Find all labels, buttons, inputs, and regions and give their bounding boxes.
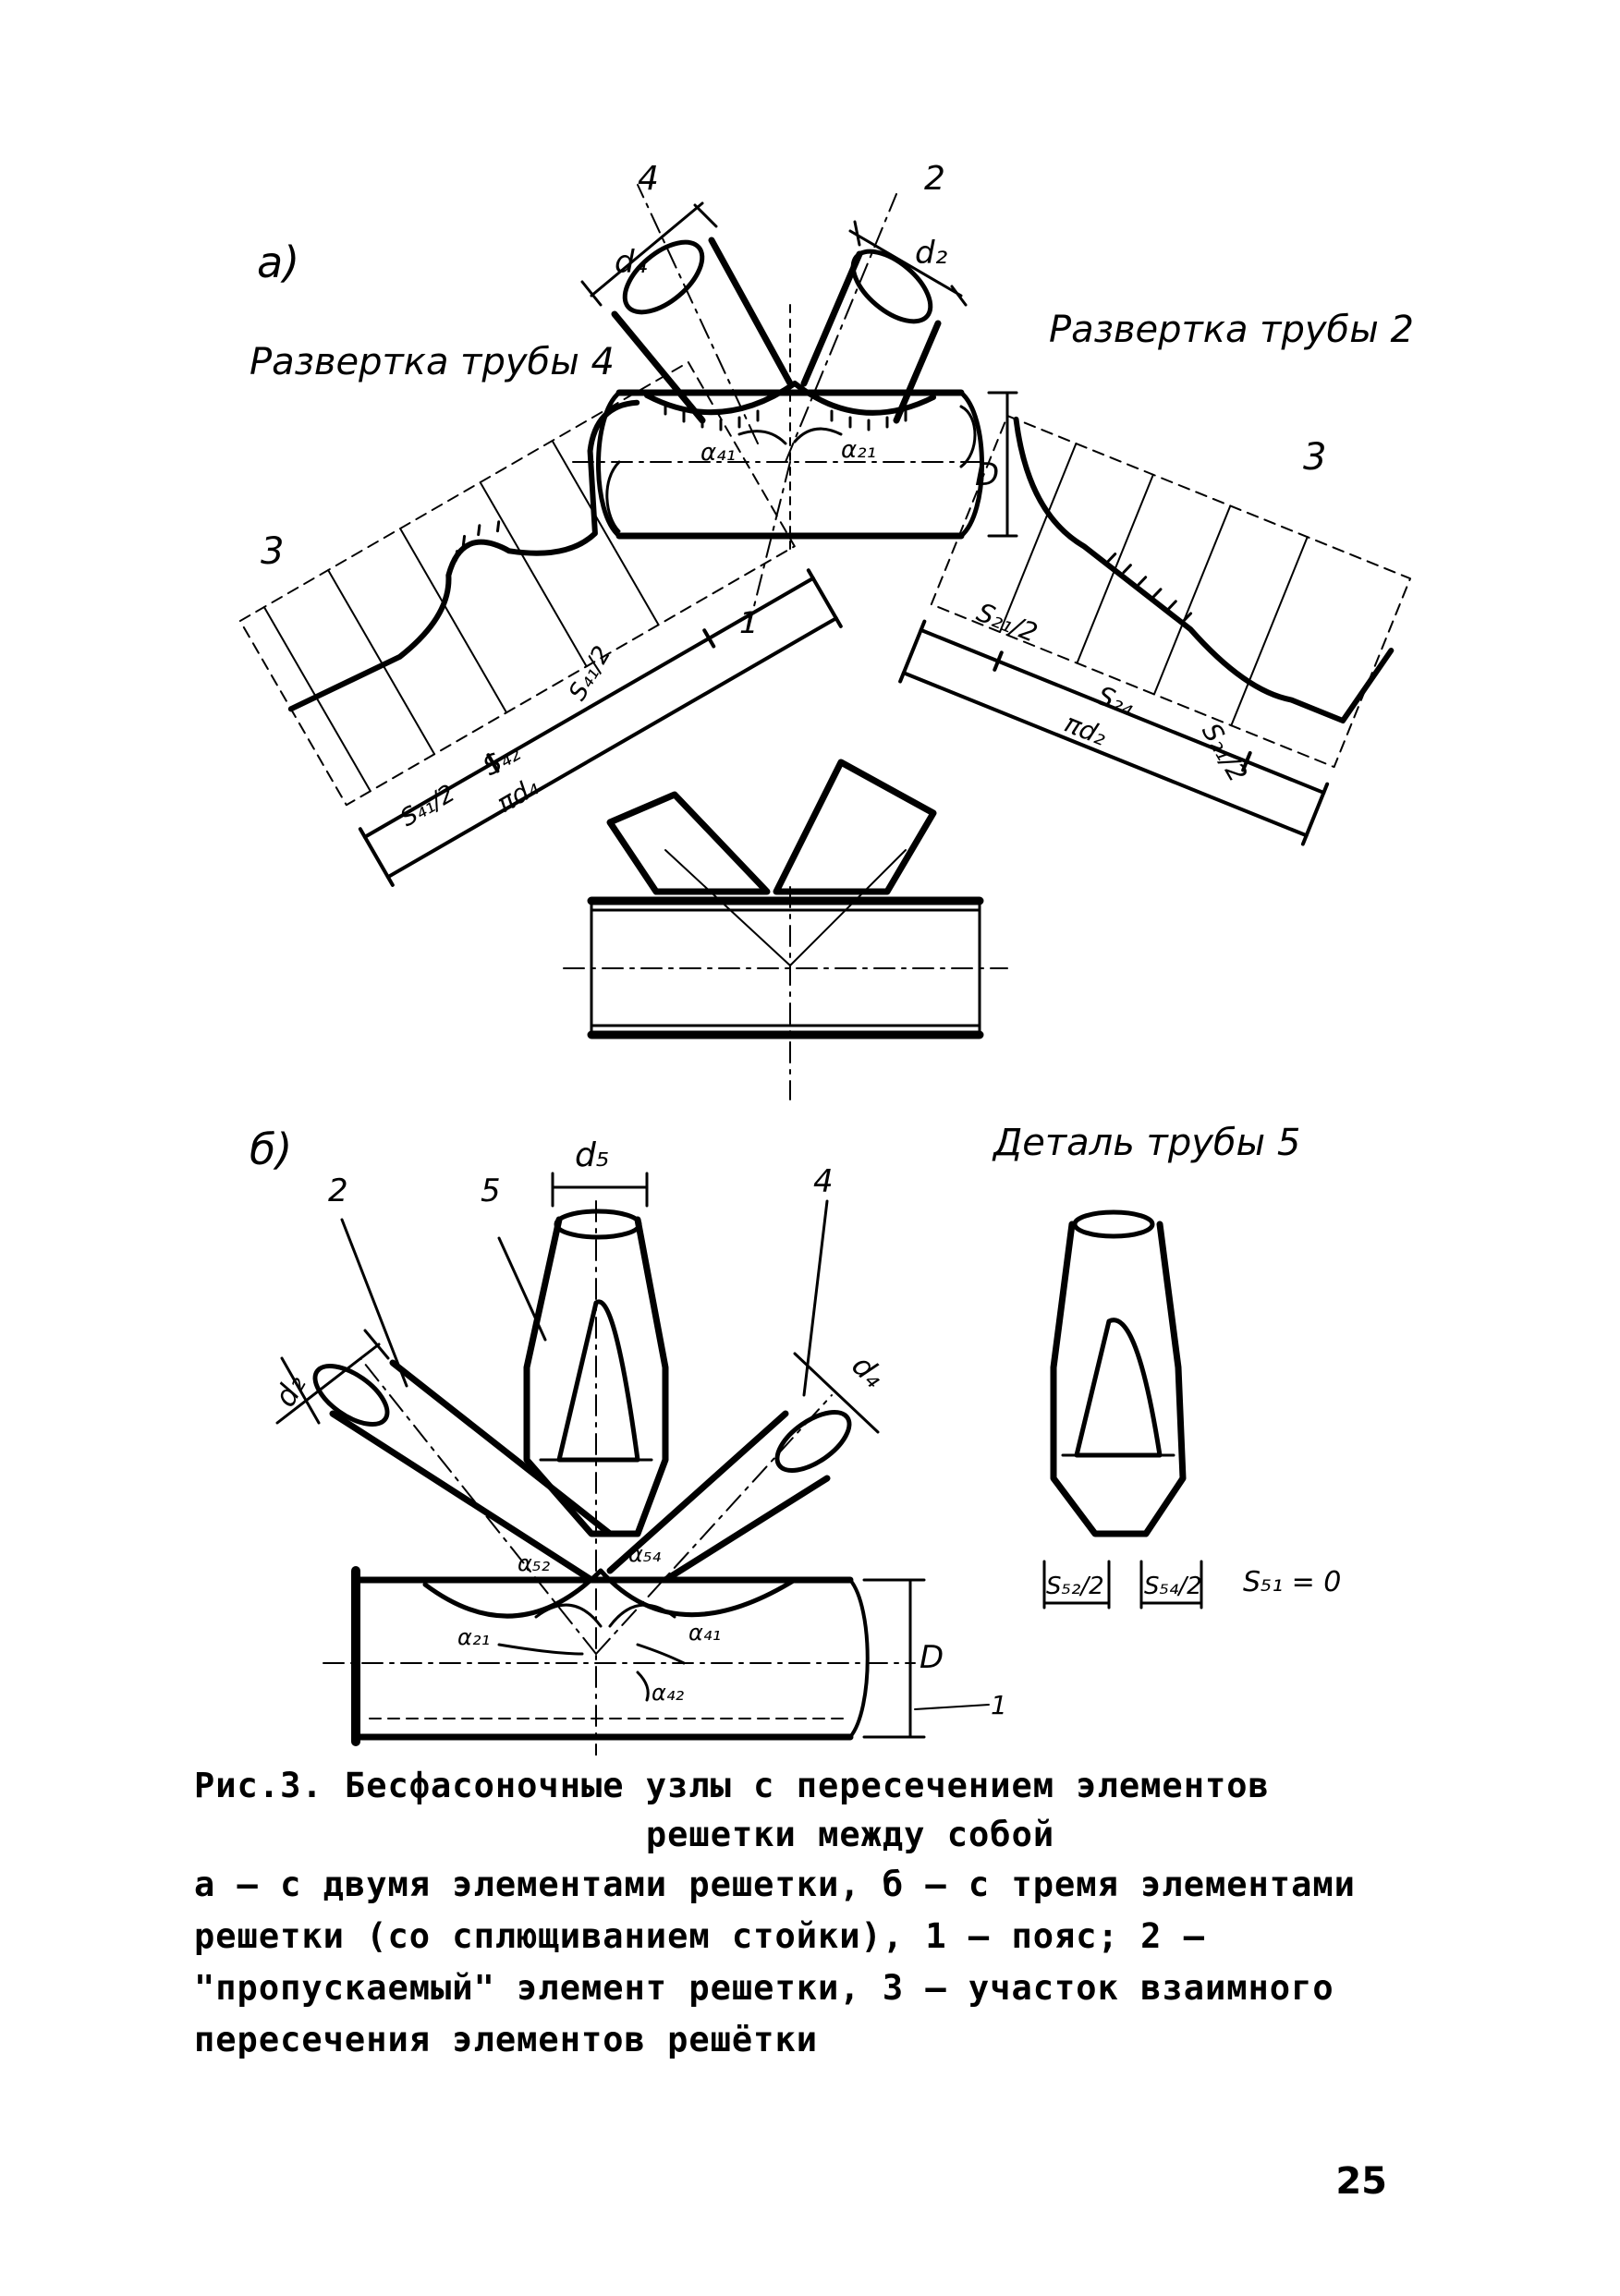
label-zone-right: 3 xyxy=(1303,436,1327,479)
label-d5: d₅ xyxy=(575,1136,610,1174)
development-left-title: Развертка трубы 4 xyxy=(250,341,615,383)
part-a-marker: а) xyxy=(257,237,300,287)
label-pi-d4: πd₄ xyxy=(492,771,544,820)
label-b-d4: d₄ xyxy=(845,1347,892,1395)
label-alpha52: α₅₂ xyxy=(518,1550,551,1576)
development-right-title: Развертка трубы 2 xyxy=(1049,309,1414,351)
label-b-tube-2: 2 xyxy=(328,1172,348,1209)
label-b-tube-5: 5 xyxy=(481,1172,501,1209)
label-zone-left: 3 xyxy=(261,530,285,573)
label-chord-a: 1 xyxy=(739,605,759,640)
label-b-alpha21: α₂₁ xyxy=(457,1624,491,1650)
label-s21-half-right: S₂₁/2 xyxy=(1195,718,1254,787)
caption-title: Рис.3. Бесфасоночные узлы с пересечением элементов xyxy=(194,1766,1270,1805)
label-s52-half: S₅₂/2 xyxy=(1046,1573,1104,1600)
label-tube-4: 4 xyxy=(638,160,659,198)
detail-tube-5 xyxy=(1044,1212,1201,1608)
label-s41-half-left: S₄₁/2 xyxy=(396,779,460,833)
part-a-side-view xyxy=(564,762,1007,1099)
part-b-node xyxy=(277,1173,989,1755)
label-s41-half-right: S₄₁/2 xyxy=(564,641,617,706)
label-d2: d₂ xyxy=(915,235,948,272)
label-b-tube-4: 4 xyxy=(813,1163,834,1200)
label-s51-zero: S₅₁ = 0 xyxy=(1243,1566,1342,1598)
label-alpha54: α₅₄ xyxy=(628,1541,662,1567)
label-b-d2: d₂ xyxy=(267,1368,313,1413)
label-tube-2: 2 xyxy=(924,160,945,198)
label-s21-half-left: S₂₁/2 xyxy=(972,596,1042,649)
caption-title-line-2: решетки между собой xyxy=(645,1815,1055,1854)
label-D-a: D xyxy=(975,456,1000,493)
label-alpha21: α₂₁ xyxy=(841,436,876,464)
label-D-b: D xyxy=(920,1639,944,1676)
part-b-marker: б) xyxy=(250,1124,293,1174)
label-s54-half: S₅₄/2 xyxy=(1144,1573,1202,1600)
label-b-chord: 1 xyxy=(991,1690,1007,1720)
label-s24: S₂₄ xyxy=(1092,679,1139,723)
chord-tube-b xyxy=(356,1580,850,1737)
label-alpha41: α₄₁ xyxy=(700,439,736,467)
label-pi-d2: πd₂ xyxy=(1060,707,1112,752)
brace-tube-2-b xyxy=(333,1363,610,1580)
page-number: 25 xyxy=(1335,2160,1387,2203)
detail-title: Деталь трубы 5 xyxy=(993,1122,1301,1164)
label-b-alpha41: α₄₁ xyxy=(688,1620,722,1646)
label-s42: S₄₂ xyxy=(478,736,526,783)
label-alpha42: α₄₂ xyxy=(652,1680,685,1706)
label-d4: d₄ xyxy=(615,244,648,281)
caption-description: а – с двумя элементами решетки, б – с тремя элементами решетки (со сплющиванием стойки), 1 – пояс; 2 – "пропускаемый" элемент решетки, 3 – участок взаимного пересечения элементов решётки xyxy=(194,1865,1356,2059)
